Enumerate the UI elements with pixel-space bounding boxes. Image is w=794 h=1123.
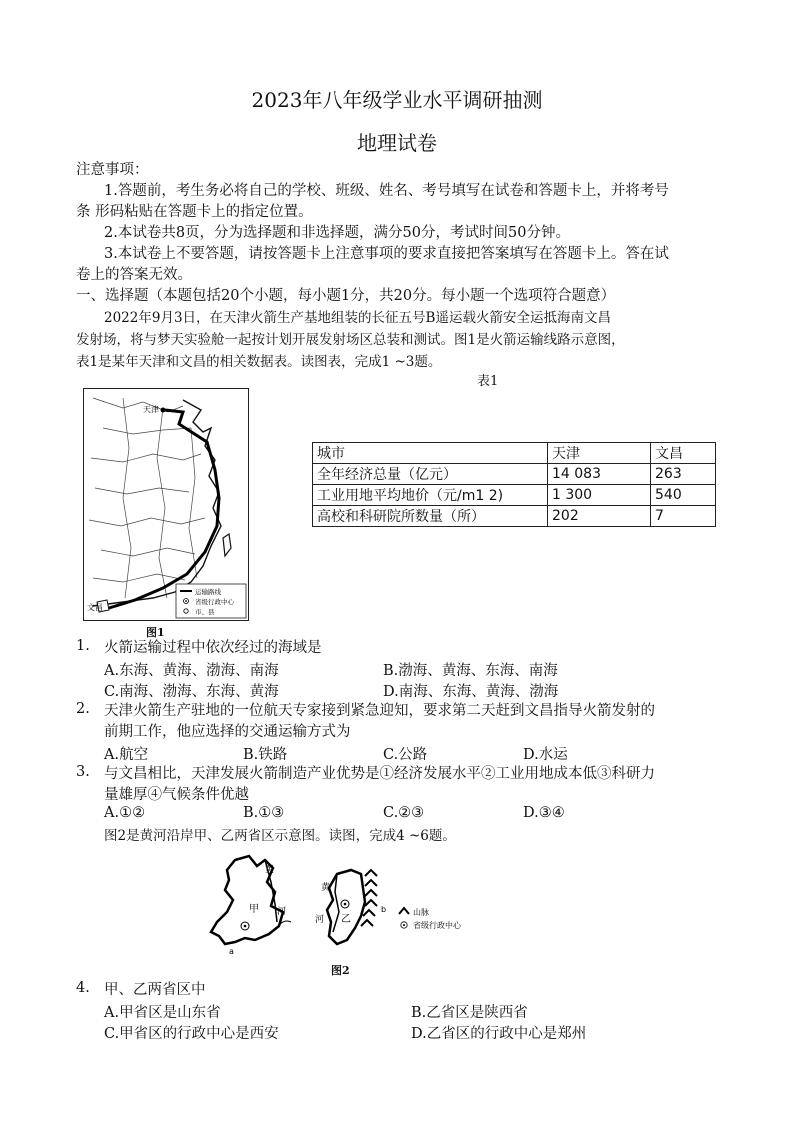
legend-capital-2: 省级行政中心 xyxy=(413,921,461,930)
question-number: 3. xyxy=(76,764,90,780)
question-stem: 甲、乙两省区中 xyxy=(104,982,206,998)
question-stem: 前期工作，他应选择的交通运输方式为 xyxy=(104,724,351,740)
option-a: A.①② xyxy=(104,805,146,821)
table-cell: 14 083 xyxy=(548,464,651,485)
option-b: B.①③ xyxy=(243,805,285,821)
notice-line: 条 形码粘贴在答题卡上的指定位置。 xyxy=(76,204,313,220)
table-cell: 263 xyxy=(651,464,716,485)
label-tianjin: 天津 xyxy=(143,405,159,414)
table-row xyxy=(313,485,716,506)
passage-line: 发射场，将与梦天实验舱一起按计划开展发射场区总装和测试。图1是火箭运输线路示意图， xyxy=(76,332,625,348)
question-stem: 量雄厚④气候条件优越 xyxy=(104,787,249,803)
notice-line: 3.本试卷上不要答题，请按答题卡上注意事项的要求直接把答案填写在答题卡上。答在试 xyxy=(104,246,669,262)
table-cell: 文昌 xyxy=(651,443,716,464)
option-a: A.甲省区是山东省 xyxy=(104,1005,221,1021)
option-d: D.③④ xyxy=(523,805,565,821)
table-cell: 202 xyxy=(548,506,651,527)
figure1-map xyxy=(83,388,249,622)
option-b: B.渤海、黄海、东海、南海 xyxy=(383,663,558,679)
label-he-2: 河 xyxy=(315,915,325,925)
table-cell: 全年经济总量（亿元） xyxy=(313,464,548,485)
passage-line: 2022年9月3日，在天津火箭生产基地组装的长征五号B遥运载火箭安全运抵海南文昌 xyxy=(104,310,611,326)
table-row xyxy=(313,506,716,527)
option-a: A.航空 xyxy=(104,747,149,763)
table-cell: 7 xyxy=(651,506,716,527)
option-c: C.②③ xyxy=(383,805,425,821)
legend-capital: 省级行政中心 xyxy=(195,598,234,606)
notice-line: 2.本试卷共8页，分为选择题和非选择题，满分50分，考试时间50分钟。 xyxy=(104,225,570,241)
table-cell: 城市 xyxy=(313,443,548,464)
notice-line: 1.答题前，考生务必将自己的学校、班级、姓名、考号填写在试卷和答题卡上，并将考号 xyxy=(104,183,669,199)
option-b: B.乙省区是陕西省 xyxy=(411,1005,528,1021)
passage-line: 表1是某年天津和文昌的相关数据表。读图表，完成1 ~3题。 xyxy=(76,354,442,370)
option-a: A.东海、黄海、渤海、南海 xyxy=(104,663,279,679)
table-cell: 高校和科研院所数量（所） xyxy=(313,506,548,527)
table-cell: 1 300 xyxy=(548,485,651,506)
label-yi: 乙 xyxy=(341,914,351,925)
option-d: D.南海、东海、黄海、渤海 xyxy=(383,684,559,700)
question-number: 2. xyxy=(76,701,90,717)
question-number: 4. xyxy=(76,980,90,996)
question-stem: 与文昌相比，天津发展火箭制造产业优势是①经济发展水平②工业用地成本低③科研力 xyxy=(104,766,655,782)
notice-line: 卷上的答案无效。 xyxy=(76,267,192,283)
label-jia: 甲 xyxy=(249,904,259,915)
table-cell: 工业用地平均地价（元/m1 2) xyxy=(313,485,548,506)
question-stem: 火箭运输过程中依次经过的海域是 xyxy=(104,640,322,656)
option-b: B.铁路 xyxy=(243,747,288,763)
legend-route: 运输路线 xyxy=(195,588,221,596)
figure1-caption: 图1 xyxy=(146,626,165,639)
label-he: 河 xyxy=(277,907,287,917)
figure2-map xyxy=(205,852,495,956)
page-title: 2023年八年级学业水平调研抽测 xyxy=(251,88,543,112)
legend-city: 市、县 xyxy=(195,608,215,616)
section-heading: 一、选择题（本题包括20个小题，每小题1分，共20分。每小题一个选项符合题意） xyxy=(76,288,616,304)
option-c: C.南海、渤海、东海、黄海 xyxy=(104,684,279,700)
label-wenchang: 文昌 xyxy=(87,603,103,612)
option-d: D.乙省区的行政中心是郑州 xyxy=(411,1026,587,1042)
option-c: C.公路 xyxy=(383,747,428,763)
notice-heading: 注意事项： xyxy=(76,162,149,178)
page-subtitle: 地理试卷 xyxy=(357,131,437,155)
table-row xyxy=(313,464,716,485)
option-d: D.水运 xyxy=(523,747,568,763)
table-caption: 表1 xyxy=(477,374,499,389)
label-huang: 黄 xyxy=(265,865,275,875)
data-table xyxy=(312,442,716,527)
label-a: a xyxy=(229,947,234,956)
question-stem: 天津火箭生产驻地的一位航天专家接到紧急迎知，要求第二天赶到文昌指导火箭发射的 xyxy=(104,703,655,719)
label-b: b xyxy=(381,905,387,914)
label-huang-2: 黄 xyxy=(321,883,331,893)
option-c: C.甲省区的行政中心是西安 xyxy=(104,1026,279,1042)
table-header-row xyxy=(313,443,716,464)
figure2-caption: 图2 xyxy=(331,964,350,977)
table-cell: 540 xyxy=(651,485,716,506)
legend-mountain: 山脉 xyxy=(413,908,429,917)
question-number: 1. xyxy=(76,638,90,654)
table-cell: 天津 xyxy=(548,443,651,464)
passage-line: 图2是黄河沿岸甲、乙两省区示意图。读图，完成4 ~6题。 xyxy=(104,828,456,844)
